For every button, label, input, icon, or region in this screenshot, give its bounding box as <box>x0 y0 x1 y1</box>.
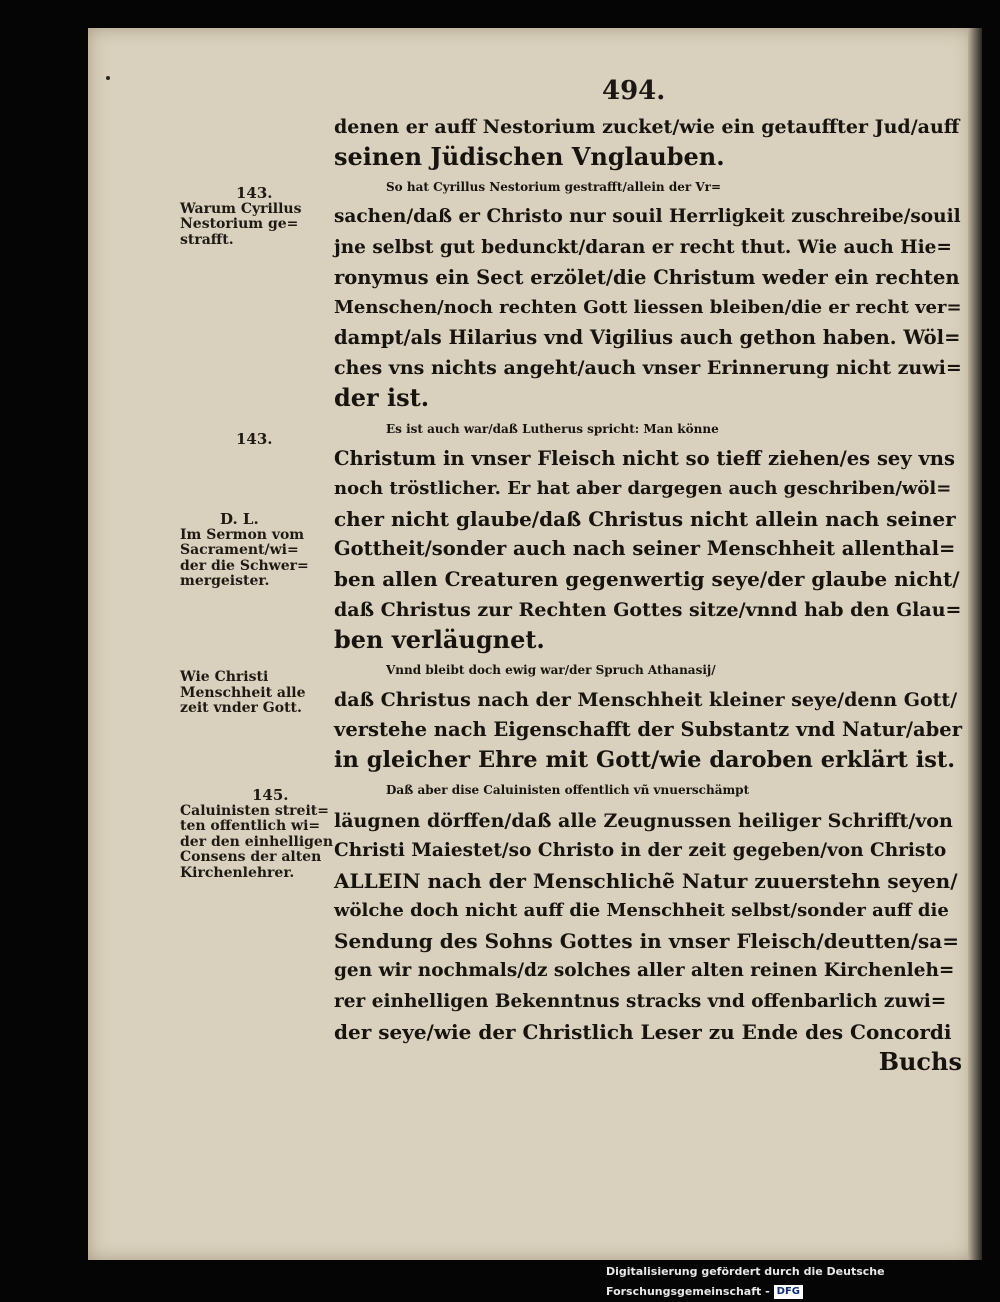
margin-note-line: ten offentlich wi= <box>180 818 321 834</box>
text-line: daß Christus nach der Menschheit kleiner seye/denn Gott/ <box>334 688 958 711</box>
text-line: rer einhelligen Bekenntnus stracks vnd offenbarlich zuwi= <box>334 990 947 1012</box>
margin-note-number: D. L. <box>220 510 259 528</box>
text-line: Es ist auch war/daß Lutherus spricht: Man könne <box>386 421 719 436</box>
text-line: ches vns nichts angeht/auch vnser Erinnerung nicht zuwi= <box>334 357 962 380</box>
text-line: ben allen Creaturen gegenwertig seye/der glaube nicht/ <box>334 567 960 592</box>
text-line: ALLEIN nach der Menschlichẽ Natur zuuerstehn seyen/ <box>334 868 958 893</box>
margin-note-number: 143. <box>236 184 273 202</box>
text-line: Vnnd bleibt doch ewig war/der Spruch Athanasij/ <box>386 662 716 677</box>
margin-note-line: Kirchenlehrer. <box>180 864 295 881</box>
text-line: cher nicht glaube/daß Christus nicht allein nach seiner <box>334 507 956 532</box>
text-line: Christum in vnser Fleisch nicht so tieff ziehen/es sey vns <box>334 446 955 470</box>
text-line: denen er auff Nestorium zucket/wie ein getauffter Jud/auff <box>334 116 960 138</box>
margin-note-line: Sacrament/wi= <box>180 542 299 558</box>
margin-note <box>180 788 336 881</box>
text-line: in gleicher Ehre mit Gott/wie daroben erklärt ist. <box>334 747 956 774</box>
margin-note-line: Caluinisten streit= <box>180 802 329 819</box>
text-line: Daß aber dise Caluinisten offentlich vñ vnuerschämpt <box>386 783 750 798</box>
digitization-credit <box>606 1262 1000 1298</box>
margin-note-line: der den einhelligen <box>180 833 334 850</box>
credit-text: Digitalisierung gefördert durch die Deutsche Forschungsgemeinschaft - <box>606 1265 885 1298</box>
text-line: sachen/daß er Christo nur souil Herrligkeit zuschreibe/souil <box>334 206 961 228</box>
text-line: Christi Maiestet/so Christo in der zeit gegeben/von Christo <box>334 839 947 861</box>
text-line: Gottheit/sonder auch nach seiner Menschheit allenthal= <box>334 537 956 561</box>
ink-speck <box>106 76 110 80</box>
text-line: So hat Cyrillus Nestorium gestrafft/allein der Vr= <box>386 180 722 195</box>
margin-note-line: Wie Christi <box>180 669 269 685</box>
margin-note-line: Menschheit alle <box>180 684 306 701</box>
dfg-logo: DFG <box>774 1285 803 1299</box>
text-line: der ist. <box>334 383 430 413</box>
page-number: 494. <box>602 76 666 106</box>
text-line: wölche doch nicht auff die Menschheit selbst/sonder auff die <box>334 900 949 922</box>
margin-note <box>180 186 336 248</box>
text-line: ben verläugnet. <box>334 624 545 654</box>
margin-note-line: der die Schwer= <box>180 557 309 574</box>
margin-note-line: zeit vnder Gott. <box>180 700 302 716</box>
margin-note-line: strafft. <box>180 231 234 248</box>
text-line: der seye/wie der Christlich Leser zu Ende des Concordi <box>334 1019 952 1044</box>
text-line: jne selbst gut bedunckt/daran er recht thut. Wie auch Hie= <box>334 236 952 258</box>
text-line: gen wir nochmals/dz solches aller alten reinen Kirchenleh= <box>334 960 955 982</box>
margin-note-number: 143. <box>236 430 273 448</box>
margin-note-number: 145. <box>252 786 289 804</box>
text-line: verstehe nach Eigenschafft der Substantz vnd Natur/aber <box>334 718 962 742</box>
text-line: Sendung des Sohns Gottes in vnser Fleisch/deutten/sa= <box>334 929 960 954</box>
text-line: Menschen/noch rechten Gott liessen bleiben/die er recht ver= <box>334 296 962 318</box>
text-line: noch tröstlicher. Er hat aber dargegen auch geschriben/wöl= <box>334 477 952 499</box>
page-spine-edge <box>968 28 982 1260</box>
text-line: ronymus ein Sect erzölet/die Christum weder ein rechten <box>334 265 960 289</box>
margin-note-line: Consens der alten <box>180 849 322 865</box>
text-line: dampt/als Hilarius vnd Vigilius auch gethon haben. Wöl= <box>334 326 961 350</box>
margin-note <box>180 670 336 717</box>
text-line: Buchs <box>878 1046 962 1076</box>
margin-note-line: mergeister. <box>180 573 270 589</box>
margin-note-line: Im Sermon vom <box>180 526 305 543</box>
margin-note <box>180 512 336 590</box>
margin-note <box>180 432 336 448</box>
margin-note-line: Nestorium ge= <box>180 216 299 232</box>
text-line: seinen Jüdischen Vnglauben. <box>334 142 725 172</box>
text-line: läugnen dörffen/daß alle Zeugnussen heiliger Schrifft/von <box>334 809 953 832</box>
text-line: daß Christus zur Rechten Gottes sitze/vnnd hab den Glau= <box>334 598 962 621</box>
body-text <box>334 112 962 1077</box>
margin-note-line: Warum Cyrillus <box>180 200 302 217</box>
